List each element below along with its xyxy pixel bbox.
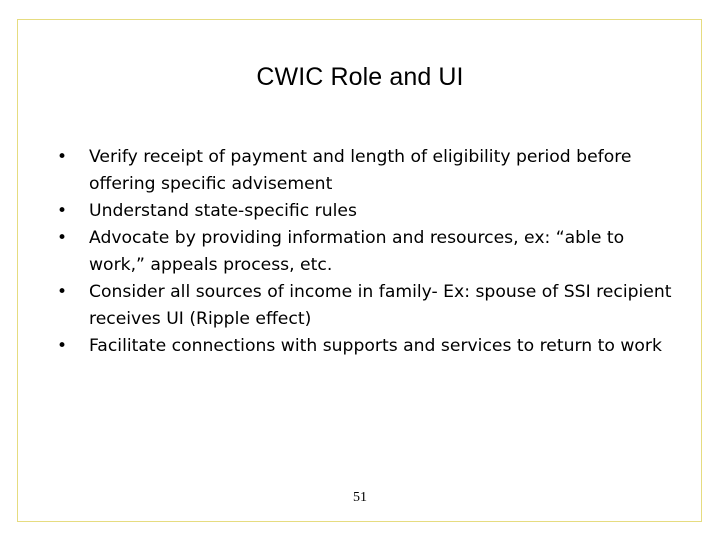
bullet-dot-icon: • [57,147,68,167]
bullet-dot-icon: • [57,228,68,248]
bullet-text: Understand state-specific rules [89,201,357,221]
bullet-list [56,144,676,360]
bullet-item [56,279,676,333]
bullet-item [56,198,676,225]
bullet-dot-icon: • [57,336,68,356]
slide-title: CWIC Role and UI [256,63,464,91]
bullet-item [56,144,676,198]
bullet-text: Facilitate connections with supports and services to return to work [89,336,662,356]
bullet-text: Verify receipt of payment and length of eligibility period before offering specific advisement [89,147,632,194]
bullet-text: Advocate by providing information and resources, ex: “able to work,” appeals process, etc. [89,228,625,275]
page-number: 51 [353,490,367,505]
bullet-text: Consider all sources of income in family- Ex: spouse of SSI recipient receives UI (Ripple effect) [89,282,672,329]
bullet-item [56,225,676,279]
bullet-dot-icon: • [57,201,68,221]
bullet-item [56,333,676,360]
bullet-dot-icon: • [57,282,68,302]
